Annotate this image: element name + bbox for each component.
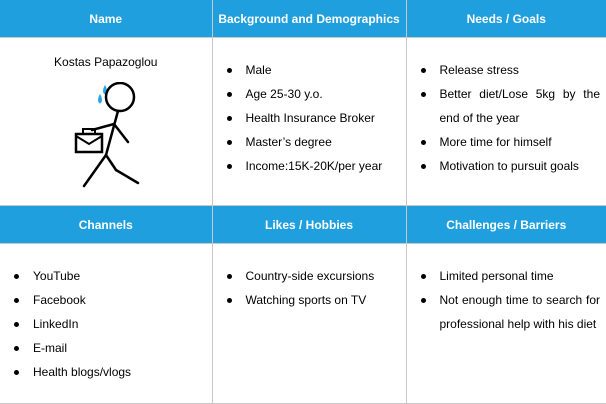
header-challenges: Challenges / Barriers bbox=[406, 206, 606, 244]
list-item: E-mail bbox=[0, 336, 212, 360]
list-item: Limited personal time bbox=[407, 264, 606, 288]
persona-name: Kostas Papazoglou bbox=[54, 55, 158, 69]
challenges-cell bbox=[406, 244, 606, 404]
list-item: Watching sports on TV bbox=[213, 288, 406, 312]
likes-cell bbox=[212, 244, 406, 404]
content-row-2 bbox=[0, 244, 606, 404]
list-item: Age 25-30 y.o. bbox=[213, 82, 406, 106]
list-item: Facebook bbox=[0, 288, 212, 312]
background-cell bbox=[212, 38, 406, 206]
name-cell bbox=[0, 38, 212, 206]
header-likes: Likes / Hobbies bbox=[212, 206, 406, 244]
list-item: Not enough time to search for professional help with his diet bbox=[407, 288, 606, 336]
list-item: Master’s degree bbox=[213, 130, 406, 154]
list-item: Health blogs/vlogs bbox=[0, 360, 212, 384]
challenges-list bbox=[407, 264, 606, 336]
list-item: Income:15K-20K/per year bbox=[213, 154, 406, 178]
background-list bbox=[213, 58, 406, 178]
likes-list bbox=[213, 264, 406, 312]
list-item: Better diet/Lose 5kg by the end of the year bbox=[407, 82, 606, 130]
stick-figure-briefcase-sweating-icon bbox=[70, 82, 150, 194]
header-needs: Needs / Goals bbox=[406, 0, 606, 38]
list-item: Country-side excursions bbox=[213, 264, 406, 288]
header-channels: Channels bbox=[0, 206, 212, 244]
needs-list bbox=[407, 58, 606, 178]
channels-cell bbox=[0, 244, 212, 404]
header-background: Background and Demographics bbox=[212, 0, 406, 38]
header-name: Name bbox=[0, 0, 212, 38]
list-item: More time for himself bbox=[407, 130, 606, 154]
list-item: YouTube bbox=[0, 264, 212, 288]
list-item: Release stress bbox=[407, 58, 606, 82]
header-row-2 bbox=[0, 206, 606, 244]
list-item: Health Insurance Broker bbox=[213, 106, 406, 130]
list-item: LinkedIn bbox=[0, 312, 212, 336]
content-row-1 bbox=[0, 38, 606, 206]
channels-list bbox=[0, 264, 212, 384]
header-row-1 bbox=[0, 0, 606, 38]
needs-cell bbox=[406, 38, 606, 206]
list-item: Motivation to pursuit goals bbox=[407, 154, 606, 178]
list-item: Male bbox=[213, 58, 406, 82]
